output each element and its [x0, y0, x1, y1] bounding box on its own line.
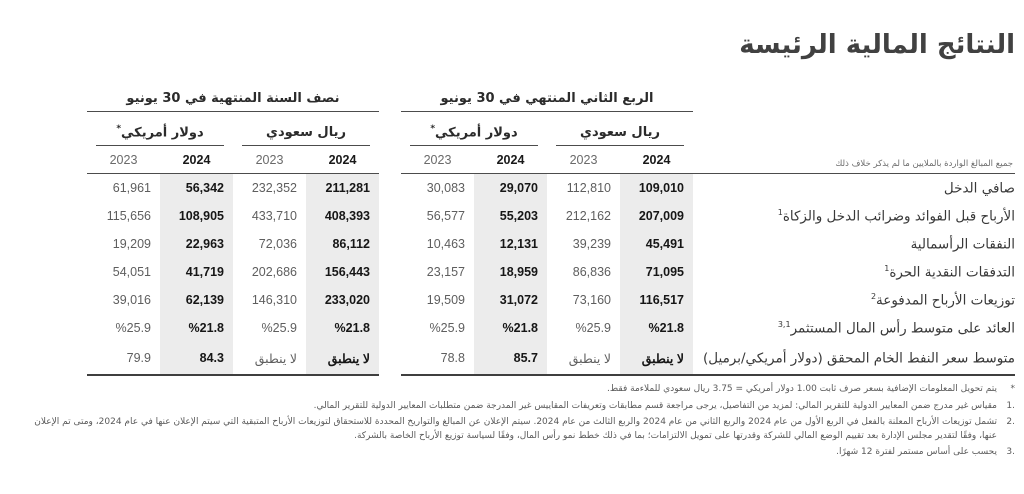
year-header-2024: 2024 — [474, 146, 547, 174]
value-cell: لا ينطبق — [547, 342, 620, 376]
table-row-realized-oil-price — [87, 342, 1015, 376]
footnote-marker: 3. — [1006, 447, 1015, 457]
gap-cell — [379, 342, 401, 376]
year-header-2023: 2023 — [233, 146, 306, 174]
currency-label: دولار أمريكي — [121, 125, 204, 140]
currency-header-sar-half — [233, 112, 379, 146]
value-cell: 73,160 — [572, 293, 611, 307]
value-cell: 45,491 — [620, 230, 693, 258]
footnote-3 — [14, 446, 1015, 460]
amounts-note: جميع المبالغ الواردة بالملايين ما لم يذكر خلاف ذلك — [835, 159, 1013, 169]
value-cell: 71,095 — [620, 258, 693, 286]
footnote-marker: 1. — [1006, 400, 1015, 411]
currency-label: ريال سعودي — [580, 125, 660, 140]
value-cell: %25.9 — [115, 321, 151, 335]
value-cell: 115,656 — [106, 209, 151, 223]
value-cell: 202,686 — [251, 265, 297, 279]
year-header-2023: 2023 — [401, 146, 474, 174]
footnote-2 — [14, 416, 1015, 443]
value-cell: 61,961 — [112, 181, 151, 195]
value-cell: 146,310 — [251, 293, 297, 307]
currency-label: ريال سعودي — [266, 125, 346, 140]
row-label: العائد على متوسط رأس المال المستثمر$^{3,1}$ — [777, 319, 1015, 337]
footnote-marker: 2. — [1006, 417, 1015, 427]
value-cell: %21.8 — [160, 314, 233, 342]
value-cell: 156,443 — [306, 258, 379, 286]
footnote-text: يحسب على أساس مستمر لفترة 12 شهرًا. — [836, 447, 997, 457]
value-cell: 232,352 — [251, 181, 297, 195]
footnote-marker: * — [1010, 384, 1015, 394]
value-cell: 72,036 — [258, 237, 297, 251]
group-gap — [379, 86, 401, 174]
value-cell: 39,016 — [112, 293, 151, 307]
value-cell: 108,905 — [160, 202, 233, 230]
value-cell: 84.3 — [160, 342, 233, 376]
value-cell: 78.8 — [401, 342, 474, 376]
value-cell: %25.9 — [575, 321, 611, 335]
gap-cell — [379, 314, 401, 342]
value-cell: %25.9 — [261, 321, 297, 335]
value-cell: 79.9 — [87, 342, 160, 376]
footnote-asterisk — [14, 383, 1015, 397]
value-cell: 433,710 — [251, 209, 297, 223]
year-header-2023: 2023 — [547, 146, 620, 174]
value-cell: 55,203 — [474, 202, 547, 230]
footnote-mark: * — [116, 123, 122, 134]
gap-cell — [379, 286, 401, 314]
footnote-text: يتم تحويل المعلومات الإضافية بسعر صرف ثابت 1.00 دولار أمريكي = 3.75 ريال سعودي للملاءمة فقط. — [607, 384, 997, 394]
table-row-dividends — [87, 286, 1015, 314]
value-cell: %21.8 — [474, 314, 547, 342]
value-cell: 10,463 — [426, 237, 465, 251]
value-cell: 56,342 — [160, 174, 233, 202]
value-cell: 18,959 — [474, 258, 547, 286]
row-label: الأرباح قبل الفوائد وضرائب الدخل والزكاة$^1$ — [777, 207, 1015, 225]
table-row-net-income — [87, 174, 1015, 202]
gap-cell — [379, 258, 401, 286]
footnote-text: تشمل توزيعات الأرباح المعلنة بالفعل في الربع الأول من عام 2024 والربع الثاني من عام 2024 والربع الثالث من عام 2024. سيتم الإعلان عن المبالغ والتواريخ المحددة للاستحقاق لتوزيعات الأرباح المتبقية التي سيتم الإعلان عنها في عام 2024، ومتى تم الإعلان عنها، وفقًا لتقدير مجلس الإدارة بعد تقييم الوضع المالي للشركة وقدرتها على تمويل الالتزامات؛ بما في ذلك خطط نمو رأس المال، وفقًا لسياسة توزيع الأرباح الخاصة بالشركة. — [34, 417, 997, 441]
value-cell: 29,070 — [474, 174, 547, 202]
value-cell: 54,051 — [112, 265, 151, 279]
value-cell: 62,139 — [160, 286, 233, 314]
currency-header-sar-quarter — [547, 112, 693, 146]
value-cell: 112,810 — [566, 181, 611, 195]
group-header-half-year: نصف السنة المنتهية في 30 يونيو — [87, 86, 379, 112]
value-cell: 39,239 — [572, 237, 611, 251]
year-header-2024: 2024 — [160, 146, 233, 174]
value-cell: 408,393 — [306, 202, 379, 230]
value-cell: لا ينطبق — [620, 342, 693, 376]
footnote-1 — [14, 400, 1015, 414]
value-cell: 116,517 — [620, 286, 693, 314]
currency-header-usd-quarter — [401, 112, 547, 146]
value-cell: 86,836 — [572, 265, 611, 279]
currency-label: دولار أمريكي — [435, 125, 518, 140]
value-cell: 19,209 — [112, 237, 151, 251]
value-cell: %25.9 — [429, 321, 465, 335]
table-row-roace — [87, 314, 1015, 342]
value-cell: 207,009 — [620, 202, 693, 230]
value-cell: 85.7 — [474, 342, 547, 376]
amounts-note-cell — [693, 86, 1015, 174]
year-header-2024: 2024 — [306, 146, 379, 174]
row-label: النفقات الرأسمالية — [910, 236, 1015, 253]
value-cell: 19,509 — [426, 293, 465, 307]
value-cell: 109,010 — [620, 174, 693, 202]
gap-cell — [379, 202, 401, 230]
page-title: النتائج المالية الرئيسة — [739, 30, 1015, 60]
financial-results-table — [87, 86, 1015, 376]
value-cell: 86,112 — [306, 230, 379, 258]
value-cell: 212,162 — [565, 209, 611, 223]
table-row-free-cash-flow — [87, 258, 1015, 286]
value-cell: 56,577 — [426, 209, 465, 223]
row-label: صافي الدخل — [943, 180, 1015, 197]
value-cell: 12,131 — [474, 230, 547, 258]
value-cell: %21.8 — [620, 314, 693, 342]
row-label: توزيعات الأرباح المدفوعة$^2$ — [870, 291, 1015, 309]
year-header-2023: 2023 — [87, 146, 160, 174]
value-cell: 233,020 — [306, 286, 379, 314]
row-label: متوسط سعر النفط الخام المحقق (دولار أمريكي/برميل) — [693, 342, 1015, 376]
gap-cell — [379, 230, 401, 258]
table-row-ebit-zakat — [87, 202, 1015, 230]
footnotes-section — [14, 383, 1015, 463]
value-cell: 30,083 — [426, 181, 465, 195]
value-cell: 23,157 — [426, 265, 465, 279]
year-header-2024: 2024 — [620, 146, 693, 174]
value-cell: %21.8 — [306, 314, 379, 342]
value-cell: 211,281 — [306, 174, 379, 202]
value-cell: 41,719 — [160, 258, 233, 286]
value-cell: لا ينطبق — [233, 342, 306, 376]
value-cell: لا ينطبق — [306, 342, 379, 376]
value-cell: 31,072 — [474, 286, 547, 314]
gap-cell — [379, 174, 401, 202]
row-label: التدفقات النقدية الحرة$^1$ — [884, 263, 1015, 281]
footnote-mark: * — [430, 123, 436, 134]
group-header-quarter: الربع الثاني المنتهي في 30 يونيو — [401, 86, 693, 112]
footnote-text: مقياس غير مدرج ضمن المعايير الدولية للتقرير المالي: لمزيد من التفاصيل، يرجى مراجعة قسم مطابقات وتعريفات المقاييس غير المدرجة ضمن متطلبات المعايير الدولية للتقرير المالي. — [313, 400, 997, 411]
table-row-capex — [87, 230, 1015, 258]
currency-header-usd-half — [87, 112, 233, 146]
value-cell: 22,963 — [160, 230, 233, 258]
